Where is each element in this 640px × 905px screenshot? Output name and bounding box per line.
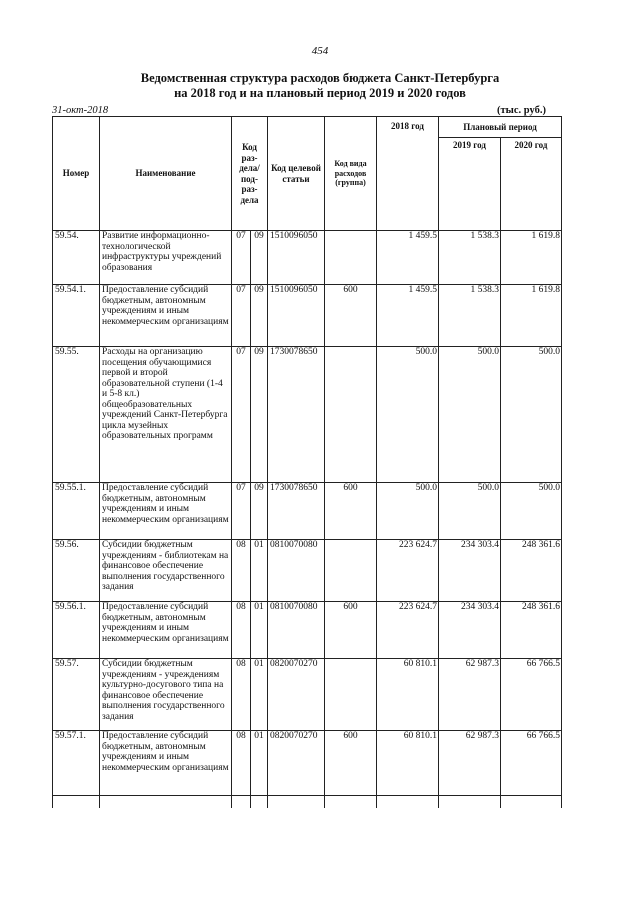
row-name: Предоставление субсидий бюджетным, автономным учреждениям и иным некоммерческим организациям xyxy=(100,602,232,659)
table-row xyxy=(53,659,562,731)
units-label: (тыс. руб.) xyxy=(497,105,546,116)
row-subsection: 01 xyxy=(251,602,268,659)
row-section: 08 xyxy=(232,602,251,659)
row-value-2020: 248 361.6 xyxy=(501,602,562,659)
row-number: 59.54.1. xyxy=(53,285,100,347)
column-line xyxy=(99,796,100,808)
document-title xyxy=(0,71,640,101)
row-section: 07 xyxy=(232,483,251,540)
row-target-code: 1730078650 xyxy=(268,347,325,483)
column-line xyxy=(376,796,377,808)
column-line xyxy=(324,796,325,808)
row-value-2019: 62 987.3 xyxy=(439,659,501,731)
row-value-2018: 1 459.5 xyxy=(377,285,439,347)
row-name: Субсидии бюджетным учреждениям - учреждениям культурно-досугового типа на финансовое обеспечение выполнения государственного задания xyxy=(100,659,232,731)
column-line xyxy=(250,796,251,808)
row-value-2019: 234 303.4 xyxy=(439,540,501,602)
header-target: Код целевой статьи xyxy=(268,117,325,231)
row-number: 59.55.1. xyxy=(53,483,100,540)
row-expense-type xyxy=(325,347,377,483)
row-section: 08 xyxy=(232,731,251,796)
row-expense-type: 600 xyxy=(325,731,377,796)
column-line xyxy=(231,796,232,808)
row-expense-type xyxy=(325,231,377,285)
row-value-2018: 60 810.1 xyxy=(377,731,439,796)
budget-table xyxy=(52,116,562,796)
table-row xyxy=(53,231,562,285)
header-2018: 2018 год xyxy=(377,117,439,231)
row-name: Развитие информационно-технологической инфраструктуры учреждений образования xyxy=(100,231,232,285)
column-line xyxy=(561,796,562,808)
row-value-2019: 62 987.3 xyxy=(439,731,501,796)
row-number: 59.55. xyxy=(53,347,100,483)
row-target-code: 0820070270 xyxy=(268,659,325,731)
table-row xyxy=(53,540,562,602)
row-value-2018: 223 624.7 xyxy=(377,540,439,602)
row-number: 59.56.1. xyxy=(53,602,100,659)
row-expense-type xyxy=(325,659,377,731)
row-section: 07 xyxy=(232,285,251,347)
row-section: 07 xyxy=(232,231,251,285)
row-target-code: 0820070270 xyxy=(268,731,325,796)
header-2020: 2020 год xyxy=(501,138,562,231)
row-value-2020: 248 361.6 xyxy=(501,540,562,602)
table-row xyxy=(53,731,562,796)
row-name: Предоставление субсидий бюджетным, автономным учреждениям и иным некоммерческим организациям xyxy=(100,483,232,540)
row-value-2020: 500.0 xyxy=(501,483,562,540)
row-subsection: 09 xyxy=(251,285,268,347)
header-expense-type: Код вида расходов (группа) xyxy=(325,117,377,231)
column-line xyxy=(267,796,268,808)
row-subsection: 09 xyxy=(251,347,268,483)
header-section: Код раз-дела/под-раз-дела xyxy=(232,117,268,231)
row-value-2019: 500.0 xyxy=(439,483,501,540)
row-section: 07 xyxy=(232,347,251,483)
row-value-2020: 500.0 xyxy=(501,347,562,483)
header-name: Наименование xyxy=(100,117,232,231)
row-section: 08 xyxy=(232,659,251,731)
column-line xyxy=(500,796,501,808)
row-number: 59.54. xyxy=(53,231,100,285)
row-value-2019: 1 538.3 xyxy=(439,231,501,285)
row-expense-type: 600 xyxy=(325,285,377,347)
row-subsection: 01 xyxy=(251,540,268,602)
table-row xyxy=(53,602,562,659)
table-row xyxy=(53,347,562,483)
row-target-code: 0810070080 xyxy=(268,540,325,602)
row-value-2019: 234 303.4 xyxy=(439,602,501,659)
header-planned-period: Плановый период xyxy=(439,117,562,138)
row-number: 59.57. xyxy=(53,659,100,731)
row-number: 59.57.1. xyxy=(53,731,100,796)
row-expense-type: 600 xyxy=(325,602,377,659)
table-row xyxy=(53,285,562,347)
row-target-code: 1510096050 xyxy=(268,285,325,347)
row-expense-type xyxy=(325,540,377,602)
row-name: Предоставление субсидий бюджетным, автономным учреждениям и иным некоммерческим организациям xyxy=(100,285,232,347)
row-name: Расходы на организацию посещения обучающимися первой и второй образовательной ступени (1-4 и 5-8 кл.) общеобразовательных учреждений Санкт-Петербурга цикла музейных образовательных программ xyxy=(100,347,232,483)
row-value-2020: 66 766.5 xyxy=(501,659,562,731)
row-target-code: 1730078650 xyxy=(268,483,325,540)
title-line-2: на 2018 год и на плановый период 2019 и 2020 годов xyxy=(174,86,466,100)
document-date: 31-окт-2018 xyxy=(52,105,109,116)
row-expense-type: 600 xyxy=(325,483,377,540)
header-number: Номер xyxy=(53,117,100,231)
row-target-code: 0810070080 xyxy=(268,602,325,659)
row-value-2019: 1 538.3 xyxy=(439,285,501,347)
column-line xyxy=(52,796,53,808)
row-number: 59.56. xyxy=(53,540,100,602)
row-value-2018: 500.0 xyxy=(377,483,439,540)
row-target-code: 1510096050 xyxy=(268,231,325,285)
row-section: 08 xyxy=(232,540,251,602)
header-2019: 2019 год xyxy=(439,138,501,231)
title-line-1: Ведомственная структура расходов бюджета Санкт-Петербурга xyxy=(140,71,500,85)
row-value-2018: 223 624.7 xyxy=(377,602,439,659)
row-subsection: 09 xyxy=(251,483,268,540)
page-number: 454 xyxy=(311,45,329,57)
row-value-2020: 1 619.8 xyxy=(501,231,562,285)
row-value-2019: 500.0 xyxy=(439,347,501,483)
row-value-2020: 66 766.5 xyxy=(501,731,562,796)
row-name: Субсидии бюджетным учреждениям - библиотекам на финансовое обеспечение выполнения государственного задания xyxy=(100,540,232,602)
column-line xyxy=(438,796,439,808)
row-name: Предоставление субсидий бюджетным, автономным учреждениям и иным некоммерческим организациям xyxy=(100,731,232,796)
row-subsection: 09 xyxy=(251,231,268,285)
table-row xyxy=(53,483,562,540)
row-value-2018: 1 459.5 xyxy=(377,231,439,285)
row-value-2018: 500.0 xyxy=(377,347,439,483)
row-value-2018: 60 810.1 xyxy=(377,659,439,731)
row-subsection: 01 xyxy=(251,731,268,796)
row-subsection: 01 xyxy=(251,659,268,731)
row-value-2020: 1 619.8 xyxy=(501,285,562,347)
